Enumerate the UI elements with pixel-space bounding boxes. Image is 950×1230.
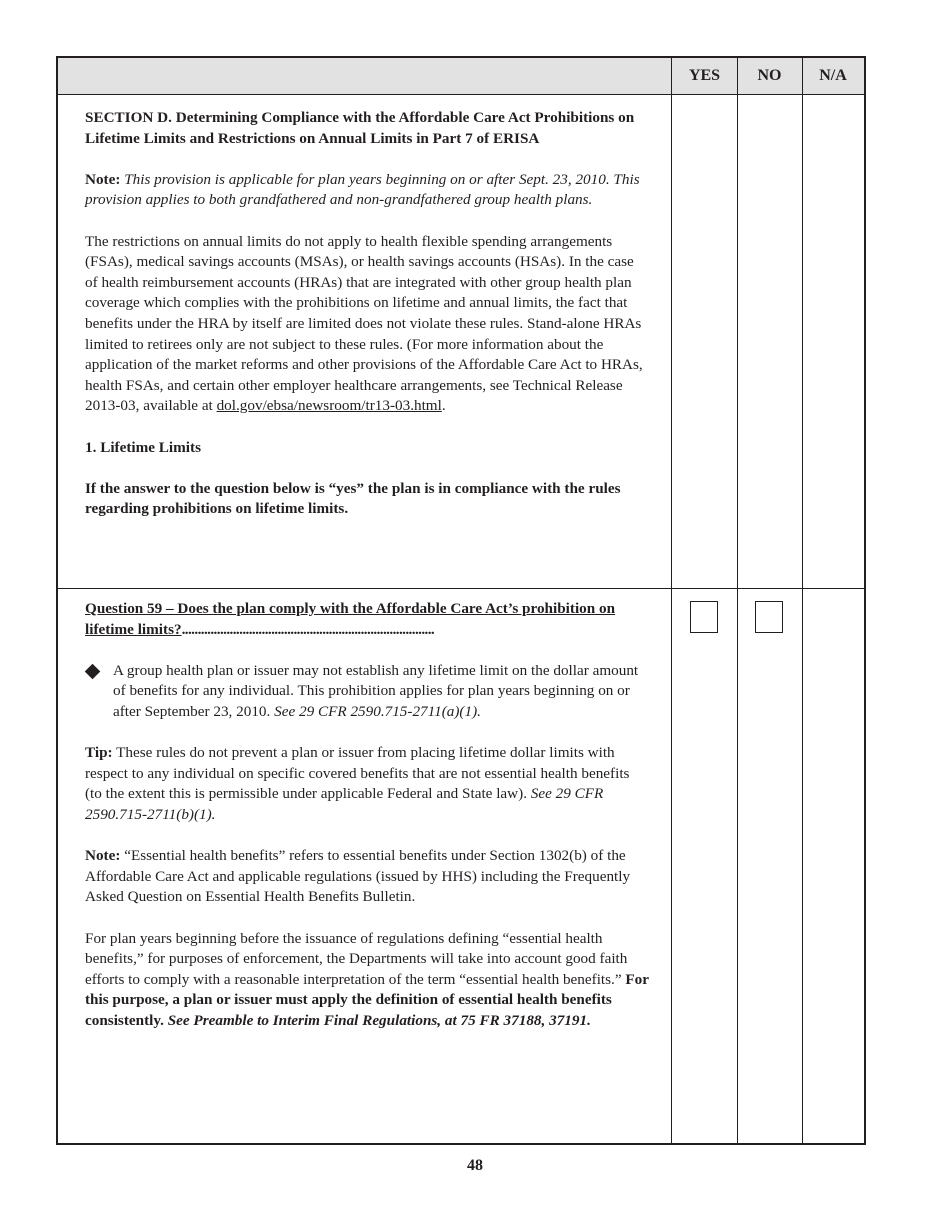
enforcement-bold-text: For this purpose, a plan or issuer must apply the definition of essential health benefits consistently. xyxy=(85,970,649,1029)
bullet-item xyxy=(85,661,650,723)
compliance-table xyxy=(56,56,866,1145)
note-label: Note: xyxy=(85,847,121,865)
bullet-text: A group health plan or issuer may not establish any lifetime limit on the dollar amount of benefits for any individual. This prohibition applies for plan years beginning on or after September 23, 2010. xyxy=(113,661,639,720)
enforcement-text: For plan years beginning before the issuance of regulations defining “essential health benefits,” for purposes of enforcement, the Departments will take into account good faith efforts to comply with a reasonable interpretation of the term “essential health benefits.” xyxy=(85,929,628,988)
section-title: SECTION D. Determining Compliance with the Affordable Care Act Prohibitions on Lifetime Limits and Restrictions on Annual Limits in Part 7 of ERISA xyxy=(85,109,635,147)
body-end: . xyxy=(441,397,446,415)
question-59-no-checkbox[interactable] xyxy=(755,601,783,633)
tip-label: Tip: xyxy=(85,744,113,762)
table-header-row xyxy=(58,58,864,95)
tip-paragraph xyxy=(85,743,650,825)
no-column-header: NO xyxy=(757,67,782,84)
na-column-header: N/A xyxy=(819,67,847,84)
tip-text: These rules do not prevent a plan or issuer from placing lifetime dollar limits with respect to any individual on specific covered benefits that are not essential health benefits (to the extent this is permissible under applicable Federal and State law). xyxy=(85,744,630,803)
note-label: Note: xyxy=(85,170,121,188)
yes-column-header: YES xyxy=(688,67,721,84)
column-divider xyxy=(802,58,803,1143)
tip-citation: See 29 CFR 2590.715-2711(b)(1). xyxy=(85,785,604,823)
question-59-cell xyxy=(85,599,650,1031)
note-text: This provision is applicable for plan years beginning on or after Sept. 23, 2010. This provision applies to both grandfathered and non-grandfathered group health plans. xyxy=(85,170,640,209)
section-body xyxy=(85,232,650,417)
compliance-instruction: If the answer to the question below is “yes” the plan is in compliance with the rules regarding prohibitions on lifetime limits. xyxy=(85,479,621,518)
dot-leader: ............................................................................... xyxy=(181,620,435,638)
section-d-cell xyxy=(85,108,650,520)
lifetime-limits-heading: 1. Lifetime Limits xyxy=(85,438,201,456)
section-note xyxy=(85,170,650,211)
ehb-note-paragraph xyxy=(85,846,650,908)
enforcement-citation: See Preamble to Interim Final Regulations, at 75 FR 37188, 37191. xyxy=(167,1011,591,1029)
bullet-citation: See 29 CFR 2590.715-2711(a)(1). xyxy=(274,702,481,720)
question-title-text: Question 59 – Does the plan comply with the Affordable Care Act’s prohibition on lifetime limits? xyxy=(85,600,616,638)
page-number: 48 xyxy=(467,1157,483,1174)
question-59-yes-checkbox[interactable] xyxy=(690,601,718,633)
tr13-03-link[interactable]: dol.gov/ebsa/newsroom/tr13-03.html xyxy=(216,397,442,415)
row-divider xyxy=(58,588,864,589)
column-divider xyxy=(737,58,738,1143)
question-59-title xyxy=(85,599,650,640)
note-text: “Essential health benefits” refers to essential benefits under Section 1302(b) of the Affordable Care Act and applicable regulations (issued by HHS) including the Frequently Asked Question on Essential Health Benefits Bulletin. xyxy=(85,847,631,906)
column-divider xyxy=(671,58,672,1143)
enforcement-paragraph xyxy=(85,929,650,1032)
body-text: The restrictions on annual limits do not apply to health flexible spending arrangements (FSAs), medical savings accounts (MSAs), or health savings accounts (HSAs). In the case of health reimbursement accounts (HRAs) that are integrated with other group health plan coverage which complies with the prohibitions on lifetime and annual limits, the fact that benefits under the HRA by itself are limited does not violate these rules. Stand-alone HRAs limited to retirees only are not subject to these rules. (For more information about the application of the market reforms and other provisions of the Affordable Care Act to HRAs, health FSAs, and certain other employer healthcare arrangements, see Technical Release 2013-03, available at xyxy=(85,232,643,415)
diamond-bullet-icon xyxy=(85,664,101,680)
